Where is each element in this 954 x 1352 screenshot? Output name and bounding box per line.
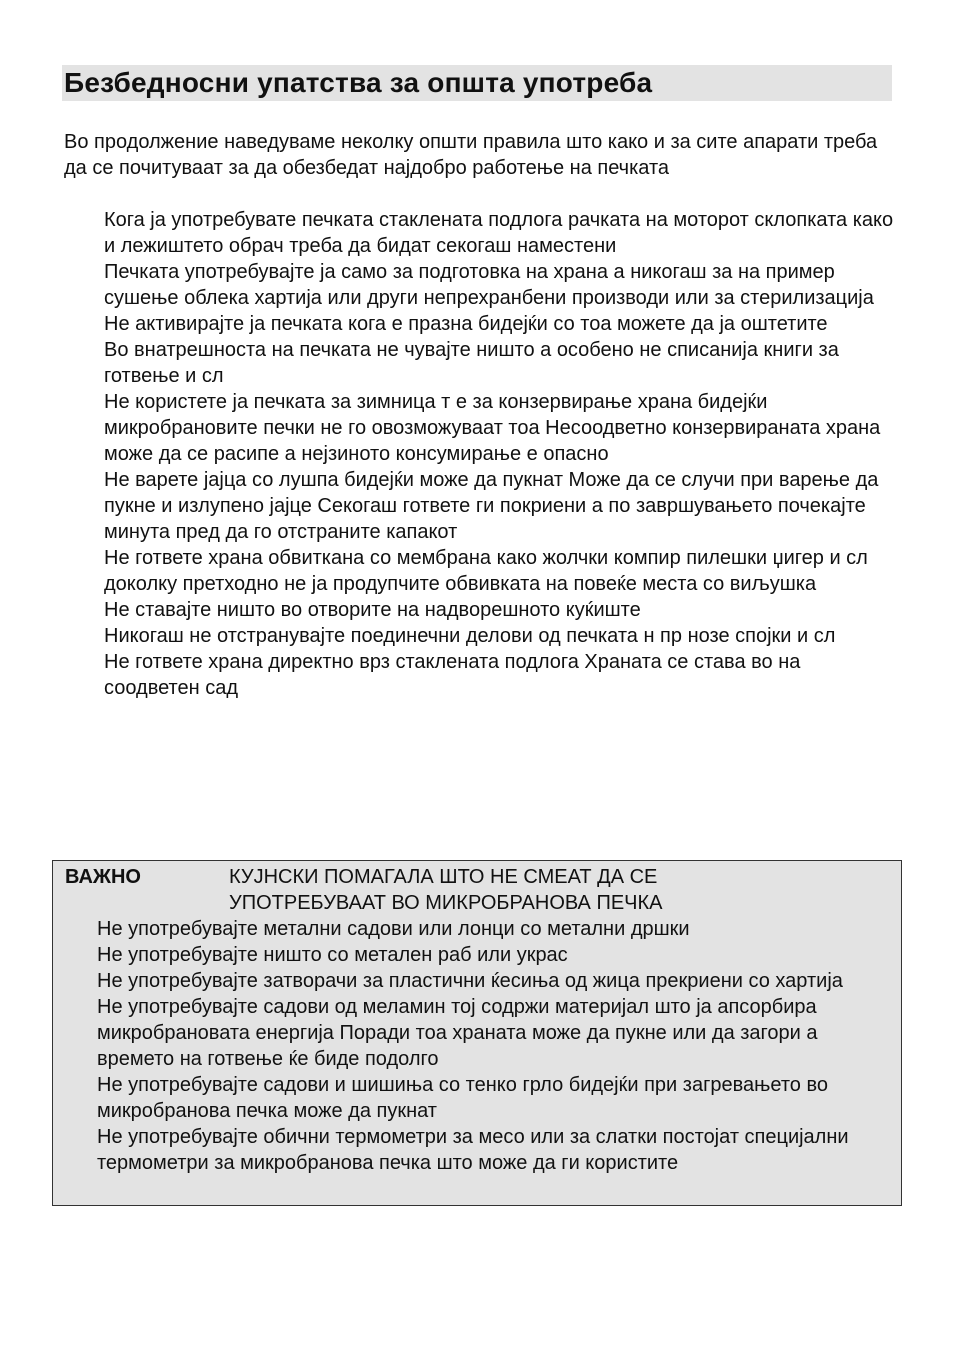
list-item: Не употребувајте метални садови или лонци со метални дршки bbox=[97, 918, 690, 940]
list-item: Не употребувајте затворачи за пластични ќесиња од жица прекриени со хартија bbox=[97, 970, 843, 992]
list-item: Не активирајте ја печката кога е празна бидејќи со тоа можете да ја оштетите bbox=[104, 313, 828, 335]
list-item: Печката употребувајте ја само за подготовка на храна а никогаш за на пример сушење облека хартија или други непрехранбени производи или за стерилизација bbox=[104, 261, 874, 309]
list-item: Не гответе храна директно врз стаклената подлога Храната се става во на соодветен сад bbox=[104, 651, 801, 699]
list-item: Во внатрешноста на печката не чувајте ништо а особено не списанија книги за готвење и сл bbox=[104, 339, 839, 387]
list-item: Кога ја употребувате печката стаклената подлога рачката на моторот склопката како и лежиштето обрач треба да бидат секогаш наместени bbox=[104, 209, 894, 257]
list-item: Не варете јајца со лушпа бидејќи може да пукнат Може да се случи при варење да пукне и излупено јајце Секогаш гответе ги покриени а по завршувањето почекајте минута пред да го отстраните капакот bbox=[104, 469, 879, 543]
important-label: ВАЖНО bbox=[65, 866, 141, 888]
important-notice-box bbox=[52, 860, 902, 1206]
list-item: Не ставајте ништо во отворите на надворешното куќиште bbox=[104, 599, 641, 621]
important-title: КУЈНСКИ ПОМАГАЛА ШТО НЕ СМЕАТ ДА СЕ УПОТРЕБУВААТ ВО МИКРОБРАНОВА ПЕЧКА bbox=[229, 866, 663, 914]
page-title: Безбедносни упатства за општа употреба bbox=[62, 65, 892, 101]
list-item: Не употребувајте садови од меламин тој содржи материјал што ја апсорбира микробрановата енергија Поради тоа храната може да пукне или да загори а времето на готвење ќе биде подолго bbox=[97, 996, 818, 1070]
intro-paragraph: Во продолжение наведуваме неколку општи правила што како и за сите апарати треба да се почитуваат за да обезбедат најдобро работење на печката bbox=[64, 131, 878, 179]
list-item: Никогаш не отстранувајте поединечни делови од печката н пр нозе спојки и сл bbox=[104, 625, 836, 647]
list-item: Не употребувајте ништо со метален раб или украс bbox=[97, 944, 568, 966]
list-item: Не користете ја печката за зимница т е за конзервирање храна бидејќи микробрановите печки не го овозможуваат тоа Несоодветно конзервираната храна може да се расипе а нејзиното консумирање е опасно bbox=[104, 391, 881, 465]
list-item: Не употребувајте садови и шишиња со тенко грло бидејќи при загревањето во микробранова печка може да пукнат bbox=[97, 1074, 828, 1122]
list-item: Не гответе храна обвиткана со мембрана како жолчки компир пилешки џигер и сл доколку претходно не ја продупчите обвивката на повеќе места со виљушка bbox=[104, 547, 868, 595]
safety-rules-list bbox=[104, 207, 894, 701]
forbidden-utensils-list bbox=[97, 916, 897, 1176]
list-item: Не употребувајте обични термометри за месо или за слатки постојат специјални термометри за микробранова печка што може да ги користите bbox=[97, 1126, 849, 1174]
